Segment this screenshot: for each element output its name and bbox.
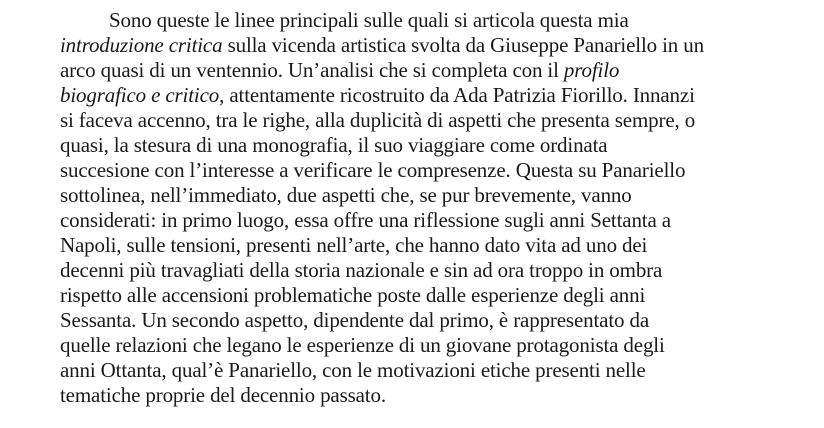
text-line: succesione con l’interesse a verificare le compresenze. Questa su Panariello bbox=[60, 158, 686, 182]
text-line: Napoli, sulle tensioni, presenti nell’arte, che hanno dato vita ad uno dei bbox=[60, 233, 648, 257]
italic-phrase: profilo bbox=[563, 58, 620, 82]
text-line: rispetto alle accensioni problematiche poste dalle esperienze degli anni bbox=[60, 283, 646, 307]
text-line: decenni più travagliati della storia nazionale e sin ad ora troppo in ombra bbox=[60, 258, 663, 282]
text-line: biografico e critico, attentamente ricostruito da Ada Patrizia Fiorillo. Innanzi bbox=[60, 83, 695, 107]
italic-phrase: introduzione critica bbox=[60, 33, 223, 57]
italic-phrase: biografico e critico bbox=[60, 83, 220, 107]
text-line: anni Ottanta, qual’è Panariello, con le motivazioni etiche presenti nelle bbox=[60, 358, 646, 382]
text-line: quelle relazioni che legano le esperienze di un giovane protagonista degli bbox=[60, 333, 665, 357]
text-line: considerati: in primo luogo, essa offre una riflessione sugli anni Settanta a bbox=[60, 208, 671, 232]
text-line: arco quasi di un ventennio. Un’analisi che si completa con il profilo bbox=[60, 58, 620, 82]
body-paragraph bbox=[60, 8, 800, 408]
text-line: quasi, la stesura di una monografia, il suo viaggiare come ordinata bbox=[60, 133, 608, 157]
text-line: Sono queste le linee principali sulle quali si articola questa mia bbox=[109, 8, 629, 32]
text-line: introduzione critica sulla vicenda artistica svolta da Giuseppe Panariello in un bbox=[60, 33, 704, 57]
text-line: sottolinea, nell’immediato, due aspetti che, se pur brevemente, vanno bbox=[60, 183, 632, 207]
text-line: tematiche proprie del decennio passato. bbox=[60, 383, 386, 407]
text-line: si faceva accenno, tra le righe, alla duplicità di aspetti che presenta sempre, o bbox=[60, 108, 696, 132]
text-line: Sessanta. Un secondo aspetto, dipendente dal primo, è rappresentato da bbox=[60, 308, 649, 332]
